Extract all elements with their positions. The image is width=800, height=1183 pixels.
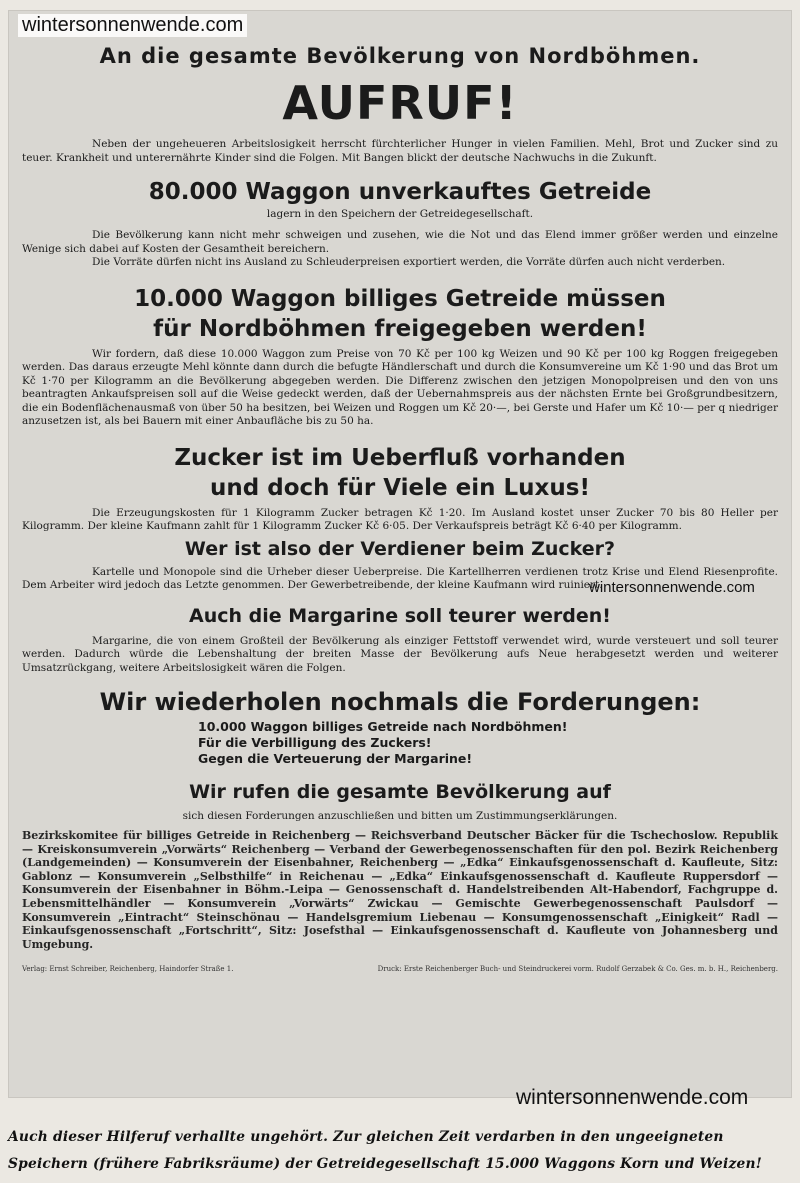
- imprint-row: [22, 965, 778, 973]
- sugar-paragraph: Die Erzeugungskosten für 1 Kilogramm Zucker betragen Kč 1·20. Im Ausland kostet unser Zucker 70 bis 80 Heller per Kilogramm. Der kleine Kaufmann zahlt für 1 Kilogramm Zucker Kč 6·05. Der Verkaufspreis beträgt Kč 6·40 per Kilogramm.: [22, 506, 778, 532]
- margarine-heading: Auch die Margarine soll teurer werden!: [189, 604, 611, 627]
- earner-heading: Wer ist also der Verdiener beim Zucker?: [184, 537, 616, 560]
- repeat-heading: Wir wiederholen nochmals die Forderungen:: [99, 688, 701, 716]
- release-heading-line-1: 10.000 Waggon billiges Getreide müssen: [134, 285, 666, 312]
- aufruf-title: AUFRUF!: [282, 76, 518, 130]
- printer-imprint: Druck: Erste Reichenberger Buch- und Steindruckerei vorm. Rudolf Gerzabek & Co. Ges. m. b. H., Reichenberg.: [377, 965, 778, 974]
- intro-paragraph: Neben der ungeheueren Arbeitslosigkeit herrscht fürchterlicher Hunger in vielen Familien. Mehl, Brot und Zucker sind zu teuer. Krankheit und unterernährte Kinder sind die Folgen. Mit Bangen blickt der deutsche Nachwuchs in die Zukunft.: [22, 138, 778, 164]
- watermark-bottom: wintersonnenwende.com: [516, 1086, 749, 1109]
- demands-list: [198, 719, 778, 767]
- caption-line-1: Auch dieser Hilferuf verhallte ungehört. Zur gleichen Zeit verdarben in den ungeeigneten: [8, 1129, 724, 1145]
- poster-content: [22, 40, 778, 973]
- margarine-paragraph: Margarine, die von einem Großteil der Bevölkerung als einziger Fettstoff verwendet wird, wurde versteuert und soll teurer werden. Dadurch würde die Lebenshaltung der breiten Masse der Bevölkerung aufs Neue herabgesetzt werden und weiterer Umsatzrückgang, weitere Arbeitslosigkeit wären die Folgen.: [22, 634, 778, 674]
- call-heading: Wir rufen die gesamte Bevölkerung auf: [189, 781, 611, 803]
- sugar-heading-line-2: und doch für Viele ein Luxus!: [210, 474, 590, 501]
- demand-item: Gegen die Verteuerung der Margarine!: [198, 751, 473, 766]
- publisher-imprint: Verlag: Ernst Schreiber, Reichenberg, Haindorfer Straße 1.: [22, 965, 234, 974]
- release-paragraph: Wir fordern, daß diese 10.000 Waggon zum Preise von 70 Kč per 100 kg Weizen und 90 Kč per 100 kg Roggen freigegeben werden. Das daraus erzeugte Mehl könnte dann durch die befugte Händlerschaft und durch die Konsumvereine um Kč 1·90 und das Brot um Kč 1·70 per Kilogramm an die Bevölkerung abgegeben werden. Die Differenz zwischen den jetzigen Monopolpreisen und den von uns beantragten Ankaufspreisen soll auf die Weise gedeckt werden, daß der Uebernahmspreis aus der nächsten Ernte bei Großgrundbesitzern, die ein Bodenflächenausmaß von über 50 ha besitzen, bei Weizen und Roggen um Kč 20·—, bei Gerste und Hafer um Kč 10·— per q niedriger anzusetzen ist, als bei Bauern mit einer Anbaufläche bis zu 50 ha.: [22, 347, 778, 427]
- call-subheading: sich diesen Forderungen anzuschließen und bitten um Zustimmungserklärungen.: [182, 810, 618, 822]
- demand-item: Für die Verbilligung des Zuckers!: [198, 735, 432, 750]
- demand-item: 10.000 Waggon billiges Getreide nach Nordböhmen!: [198, 719, 568, 734]
- release-heading-line-2: für Nordböhmen freigegeben werden!: [153, 315, 647, 342]
- signatories-list: Bezirkskomitee für billiges Getreide in Reichenberg — Reichsverband Deutscher Bäcker für die Tschechoslow. Republik — Kreiskonsumverein „Vorwärts“ Reichenberg — Verband der Gewerbegenossenschaften für den pol. Bezirk Reichenberg (Landgemeinden) — Konsumverein der Eisenbahner, Reichenberg — „Edka“ Einkaufsgenossenschaft d. Kaufleute, Sitz: Gablonz — Konsumverein „Selbsthilfe“ in Reichenau — „Edka“ Einkaufsgenossenschaft d. Kaufleute Ruppersdorf — Konsumverein der Eisenbahner in Böhm.-Leipa — Genossenschaft d. Handelstreibenden Alt-Habendorf, Fachgruppe d. Lebensmittelhändler — Konsumverein „Vorwärts“ Zwickau — Gemischte Gewerbegenossenschaft Paulsdorf — Konsumverein „Eintracht“ Steinschönau — Handelsgremium Liebenau — Konsumgenossenschaft „Einigkeit“ Radl — Einkaufsgenossenschaft „Fortschritt“, Sitz: Josefsthal — Einkaufsgenossenschaft d. Kaufleute von Johannesberg und Umgebung.: [22, 829, 778, 951]
- grain-heading: 80.000 Waggon unverkauftes Getreide: [148, 179, 652, 205]
- grain-subheading: lagern in den Speichern der Getreidegesellschaft.: [266, 208, 534, 220]
- sugar-heading-line-1: Zucker ist im Ueberfluß vorhanden: [174, 444, 626, 471]
- earner-paragraph: Kartelle und Monopole sind die Urheber dieser Ueberpreise. Die Kartellherren verdienen trotz Krise und Elend Riesenprofite. Dem Arbeiter wird jedoch das Letzte genommen. Der Gewerbetreibende, der kleine Kaufmann wird ruiniert.: [22, 565, 778, 591]
- grain-paragraph-1: Die Bevölkerung kann nicht mehr schweigen und zusehen, wie die Not und das Elend immer größer werden und einzelne Wenige sich dabei auf Kosten der Gesamtheit bereichern.: [22, 229, 778, 255]
- watermark-top: wintersonnenwende.com: [18, 14, 247, 37]
- grain-paragraph-2: Die Vorräte dürfen nicht ins Ausland zu Schleuderpreisen exportiert werden, die Vorräte dürfen auch nicht verderben.: [92, 256, 726, 268]
- address-heading: An die gesamte Bevölkerung von Nordböhmen.: [99, 44, 701, 68]
- photo-caption: [8, 1124, 792, 1178]
- caption-line-2: Speichern (frühere Fabriksräume) der Getreidegesellschaft 15.000 Waggons Korn und Weizen!: [8, 1156, 762, 1172]
- watermark-middle: wintersonnenwende.com: [589, 579, 755, 596]
